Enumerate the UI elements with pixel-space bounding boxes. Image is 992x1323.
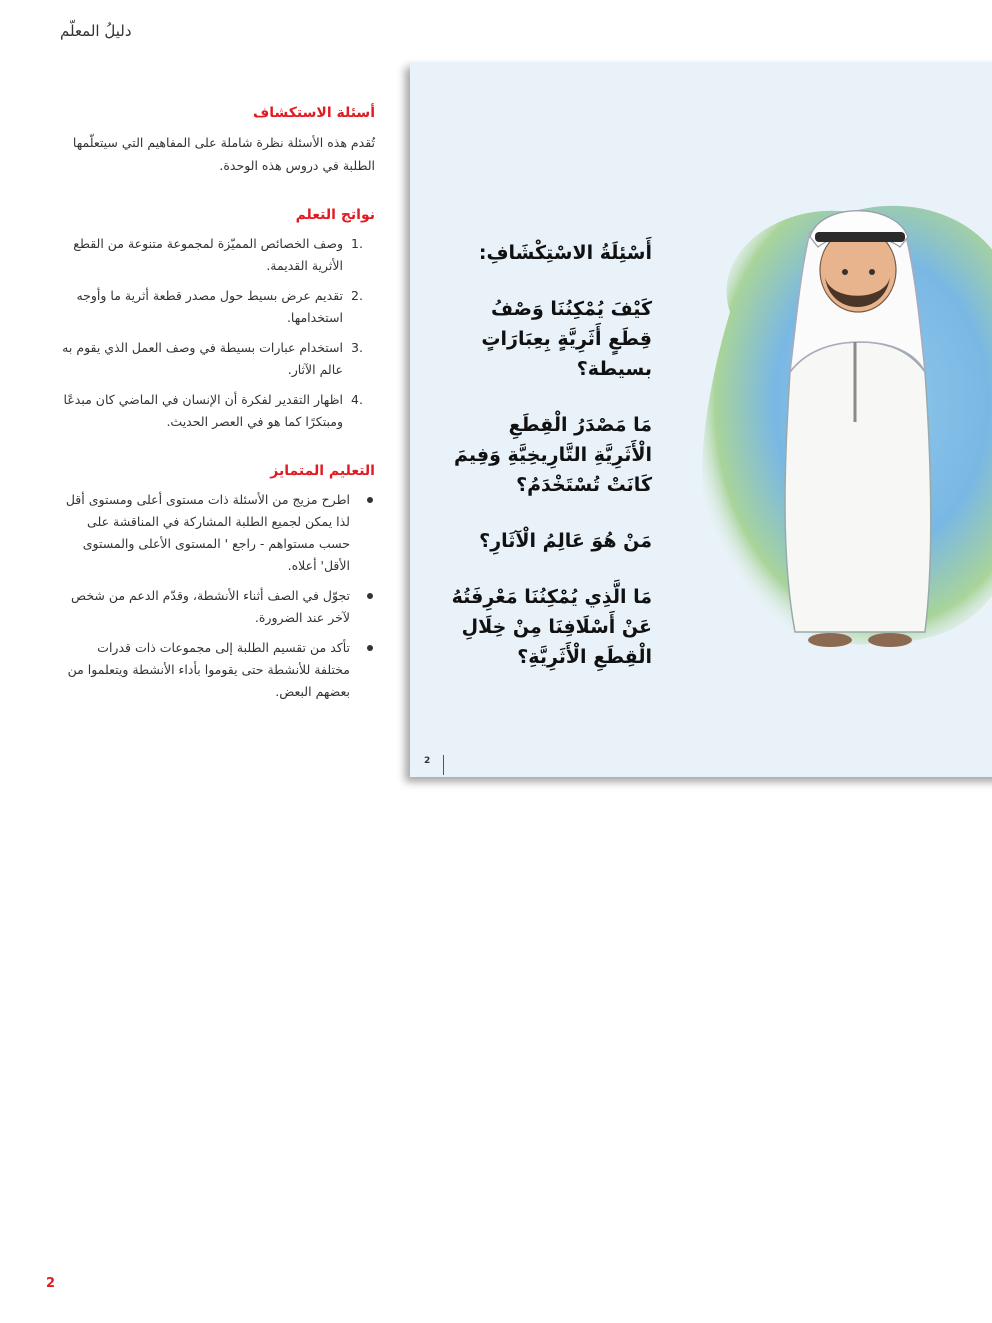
list-item <box>60 637 375 703</box>
item-text: اظهار التقدير لفكرة أن الإنسان في الماضي كان مبدعًا ومبتكرًا كما هو في العصر الحديث. <box>63 392 343 429</box>
list-item <box>60 489 375 577</box>
list-item <box>60 337 375 381</box>
question: كَيْفَ يُمْكِنُنَا وَصْفُ قِطَعٍ أَثَرِيَّةٍ بِعِبَارَاتٍ بسيطة؟ <box>481 298 652 380</box>
bullet-icon <box>367 497 373 503</box>
list-item <box>60 389 375 433</box>
item-text: اطرح مزيج من الأسئلة ذات مستوى أعلى ومستوى أقل لذا يمكن لجميع الطلبة المشاركة في المناقشة على حسب مستواهم - راجع ' المستوى الأعلى والمستوى الأقل' أعلاه. <box>65 492 350 573</box>
item-text: تأكد من تقسيم الطلبة إلى مجموعات ذات قدرات مختلفة للأنشطة حتى يقوموا بأداء الأنشطة ويتعلموا من بعضهم البعض. <box>67 640 350 699</box>
item-number: 3. <box>351 340 363 355</box>
list-item <box>60 585 375 629</box>
student-book-page <box>410 62 992 777</box>
item-number: 4. <box>351 392 363 407</box>
item-text: استخدام عبارات بسيطة في وصف العمل الذي يقوم به عالم الآثار. <box>62 340 343 377</box>
differentiation-list <box>60 489 375 703</box>
page-divider <box>443 755 444 775</box>
outcomes-section <box>60 207 375 433</box>
list-item <box>60 285 375 329</box>
questions-title: أَسْئِلَةُ الاسْتِكْشَافِ: <box>478 242 652 264</box>
page-number: 2 <box>46 1276 56 1291</box>
exploration-text: تُقدم هذه الأسئلة نظرة شاملة على المفاهيم التي سيتعلّمها الطلبة في دروس هذه الوحدة. <box>72 135 375 173</box>
outcomes-list <box>60 233 375 433</box>
question: مَنْ هُوَ عَالِمُ الْآثَارِ؟ <box>479 530 652 552</box>
question: مَا مَصْدَرُ الْقِطَعِ الْأَثَرِيَّةِ التَّارِيخِيَّةِ وَفِيمَ كَانَتْ تُسْتَخْدَمُ؟ <box>454 414 652 496</box>
item-number: 1. <box>351 236 363 251</box>
book-page-number: 2 <box>424 756 431 766</box>
question: مَا الَّذِي يُمْكِنُنَا مَعْرِفَتُهُ عَنْ أَسْلَافِنَا مِنْ خِلَالِ الْقِطَعِ الْأَثَرِيَّةِ؟ <box>451 586 652 668</box>
exploration-section <box>60 105 375 177</box>
item-number: 2. <box>351 288 363 303</box>
exploration-questions <box>450 238 652 698</box>
list-item <box>60 233 375 277</box>
differentiation-heading: التعليم المتمايز <box>270 463 375 479</box>
item-text: تقديم عرض بسيط حول مصدر قطعة أثرية ما وأوجه استخدامها. <box>76 288 343 325</box>
guide-title: دليلُ المعلّم <box>60 22 132 40</box>
man-illustration-icon <box>690 192 992 662</box>
item-text: وصف الخصائص المميّزة لمجموعة متنوعة من القطع الأثرية القديمة. <box>73 236 343 273</box>
differentiation-section <box>60 463 375 703</box>
outcomes-heading: نواتج التعلم <box>295 207 375 223</box>
teacher-notes <box>60 105 375 733</box>
bullet-icon <box>367 645 373 651</box>
exploration-heading: أسئلة الاستكشاف <box>253 105 375 121</box>
bullet-icon <box>367 593 373 599</box>
item-text: تجوّل في الصف أثناء الأنشطة، وقدّم الدعم من شخص لآخر عند الضرورة. <box>71 588 350 625</box>
